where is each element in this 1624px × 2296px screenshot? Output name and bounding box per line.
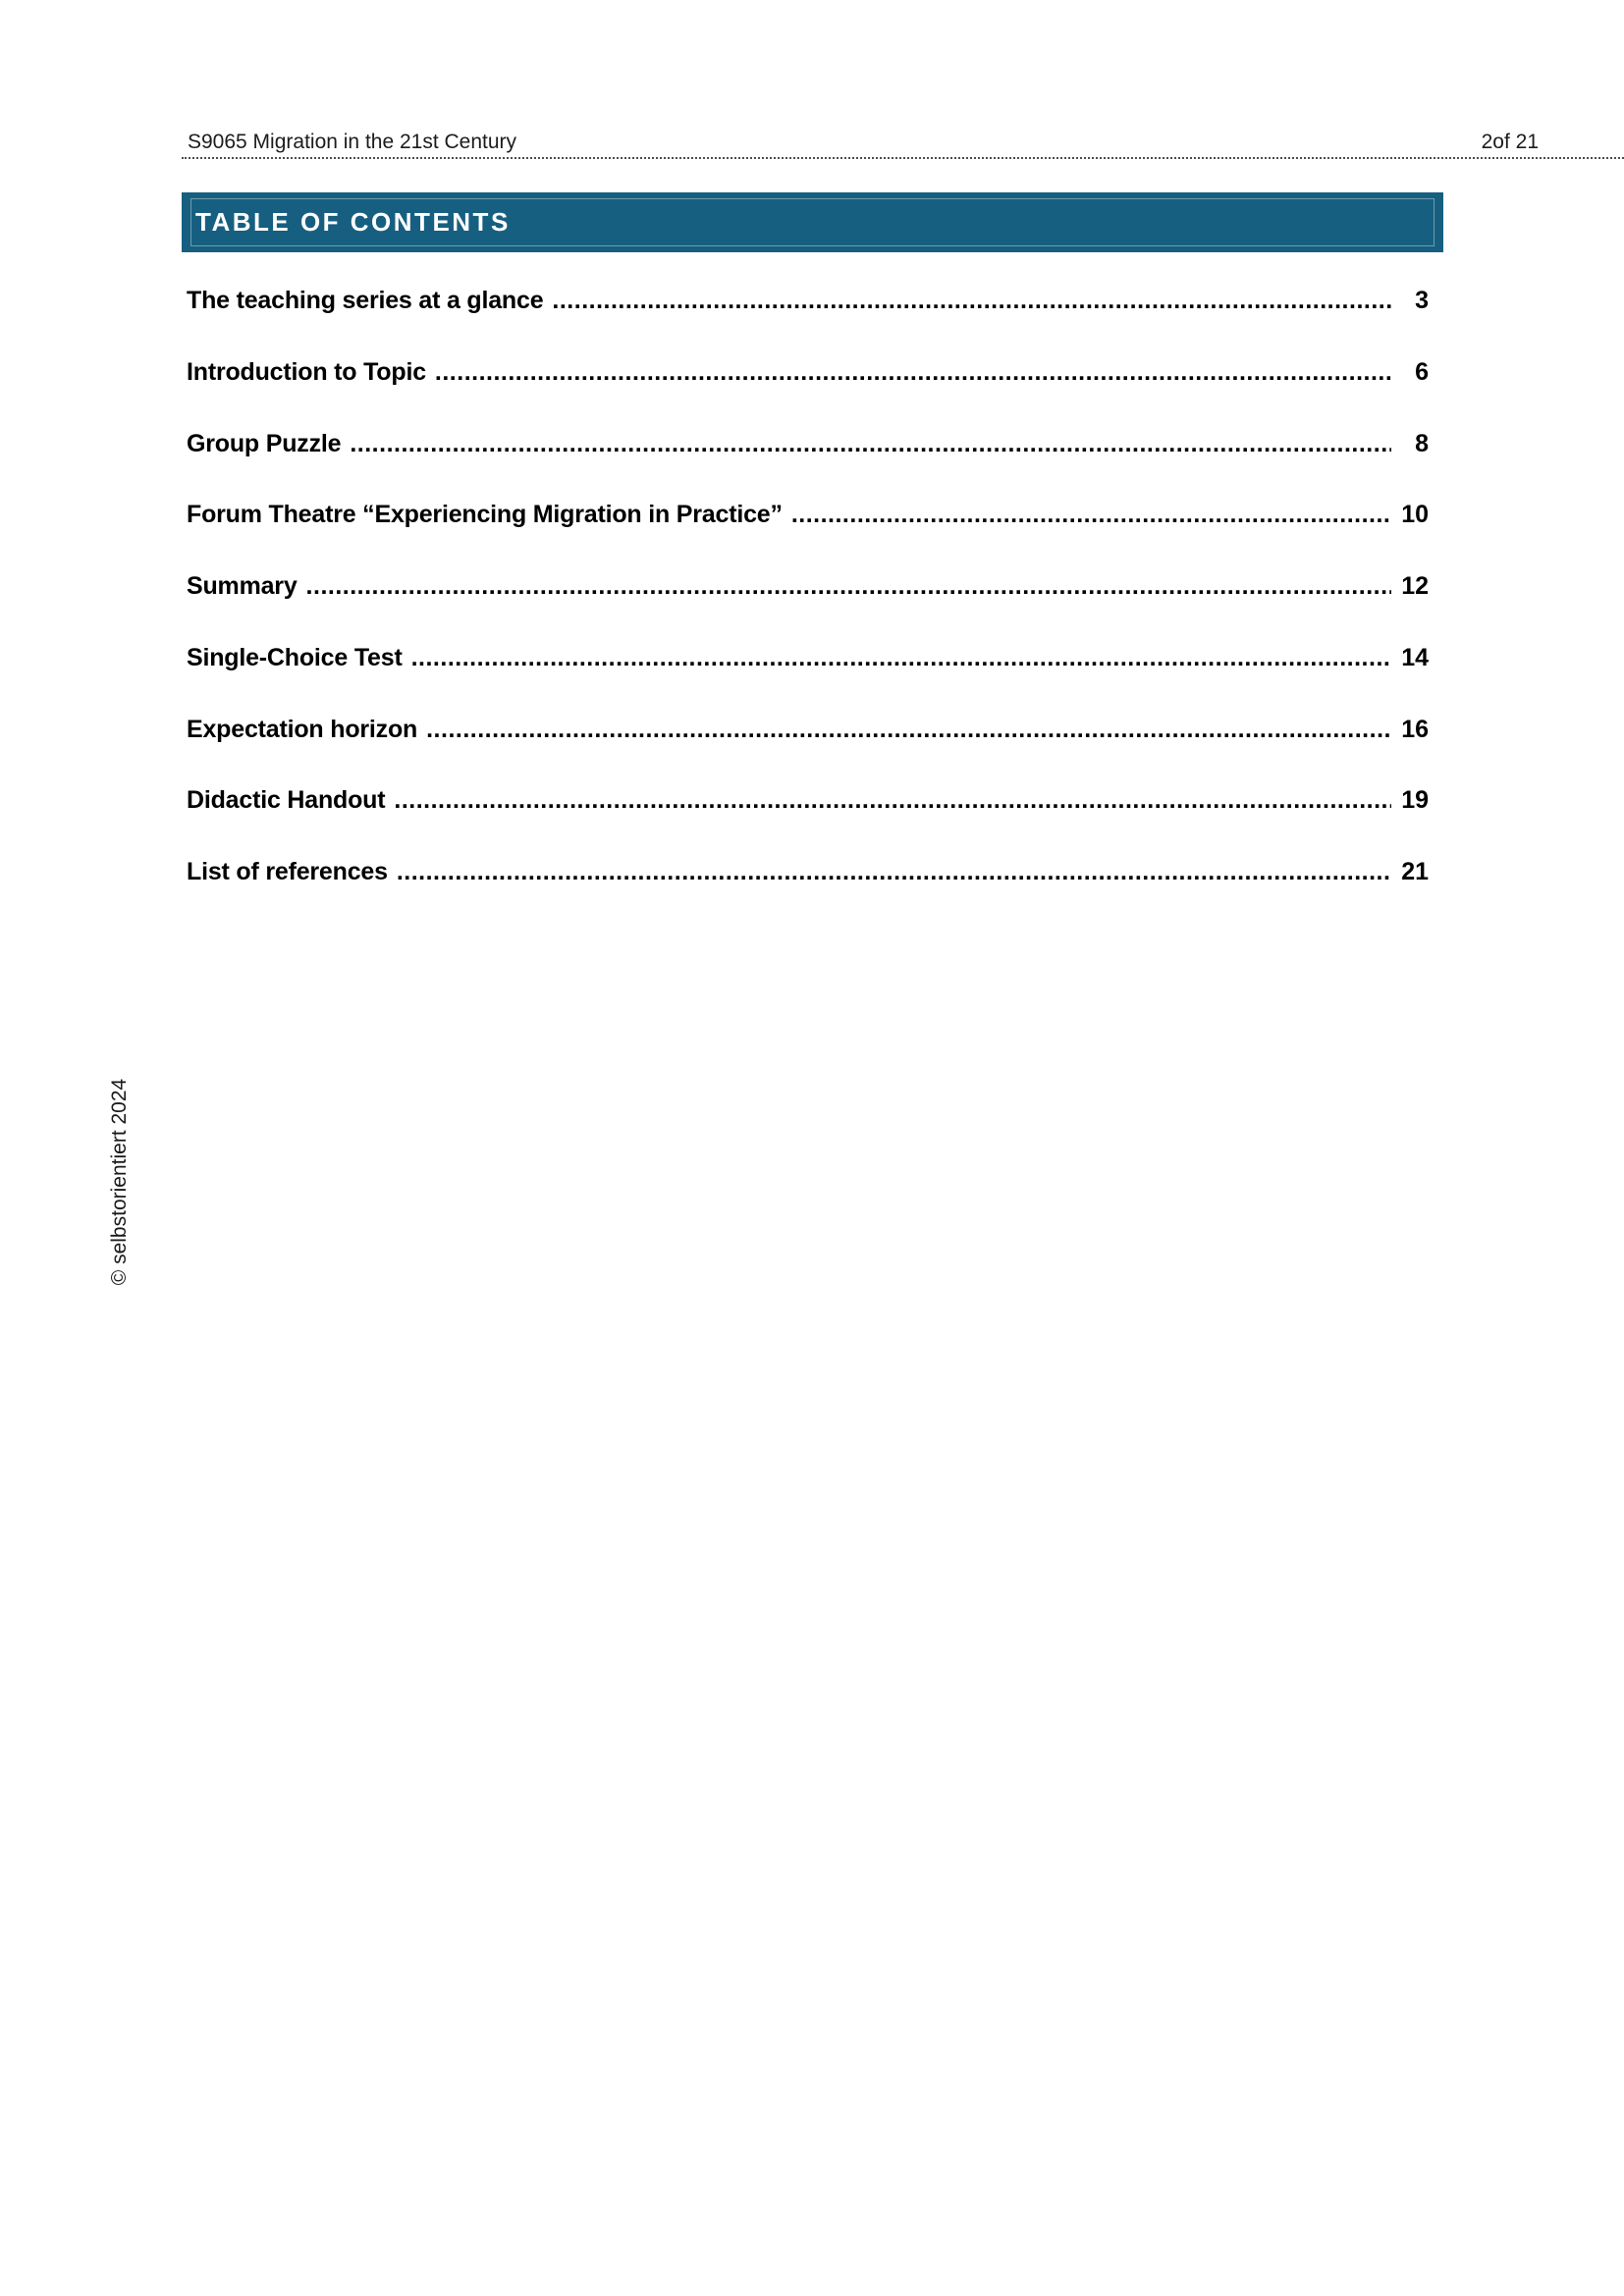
- toc-entry-title: Group Puzzle: [187, 429, 342, 457]
- toc-entry-page-number: 3: [1415, 287, 1429, 314]
- toc-entry[interactable]: [187, 836, 1429, 908]
- toc-entry-page-number: 8: [1415, 429, 1429, 457]
- toc-entry-page-number: 19: [1401, 786, 1429, 815]
- toc-entry-title: The teaching series at a glance: [187, 287, 544, 314]
- toc-entry-page-number: 6: [1415, 357, 1429, 386]
- header-page-indicator: 2of 21: [1481, 131, 1539, 153]
- toc-entry-page-number: 12: [1401, 572, 1429, 600]
- toc-entry-title: Forum Theatre “Experiencing Migration in Practice”: [187, 501, 783, 529]
- toc-entry[interactable]: [187, 551, 1429, 622]
- toc-entry-title: Summary: [187, 572, 298, 600]
- header-document-title: S9065 Migration in the 21st Century: [188, 131, 517, 153]
- toc-entry-title: Introduction to Topic: [187, 357, 426, 386]
- toc-list: [187, 265, 1429, 908]
- toc-entry-page-number: 16: [1401, 715, 1429, 743]
- toc-entry-title: List of references: [187, 858, 388, 885]
- toc-entry-title: Single-Choice Test: [187, 643, 403, 671]
- toc-entry-page-number: 21: [1401, 858, 1429, 885]
- toc-entry-leader-dots: [435, 337, 1391, 408]
- copyright-vertical-text: © selbstorientiert 2024: [108, 1078, 131, 1286]
- toc-entry-page-number: 10: [1401, 501, 1429, 529]
- toc-entry[interactable]: [187, 337, 1429, 408]
- toc-entry[interactable]: [187, 694, 1429, 766]
- toc-entry-leader-dots: [306, 551, 1391, 622]
- toc-entry[interactable]: [187, 479, 1429, 551]
- toc-entry-page-number: 14: [1401, 643, 1429, 671]
- toc-entry-leader-dots: [552, 265, 1391, 337]
- toc-banner-title: TABLE OF CONTENTS: [195, 207, 511, 237]
- toc-entry-leader-dots: [791, 479, 1391, 551]
- toc-banner: [182, 192, 1443, 252]
- toc-entry-leader-dots: [394, 765, 1391, 836]
- header-divider: [182, 149, 1624, 159]
- toc-entry-title: Didactic Handout: [187, 786, 386, 815]
- toc-entry[interactable]: [187, 265, 1429, 337]
- toc-entry[interactable]: [187, 408, 1429, 480]
- toc-entry-leader-dots: [397, 836, 1391, 908]
- toc-entry[interactable]: [187, 765, 1429, 836]
- toc-entry-title: Expectation horizon: [187, 715, 418, 743]
- toc-entry-leader-dots: [426, 694, 1391, 766]
- toc-entry[interactable]: [187, 622, 1429, 694]
- toc-entry-leader-dots: [350, 408, 1391, 480]
- toc-entry-leader-dots: [411, 622, 1391, 694]
